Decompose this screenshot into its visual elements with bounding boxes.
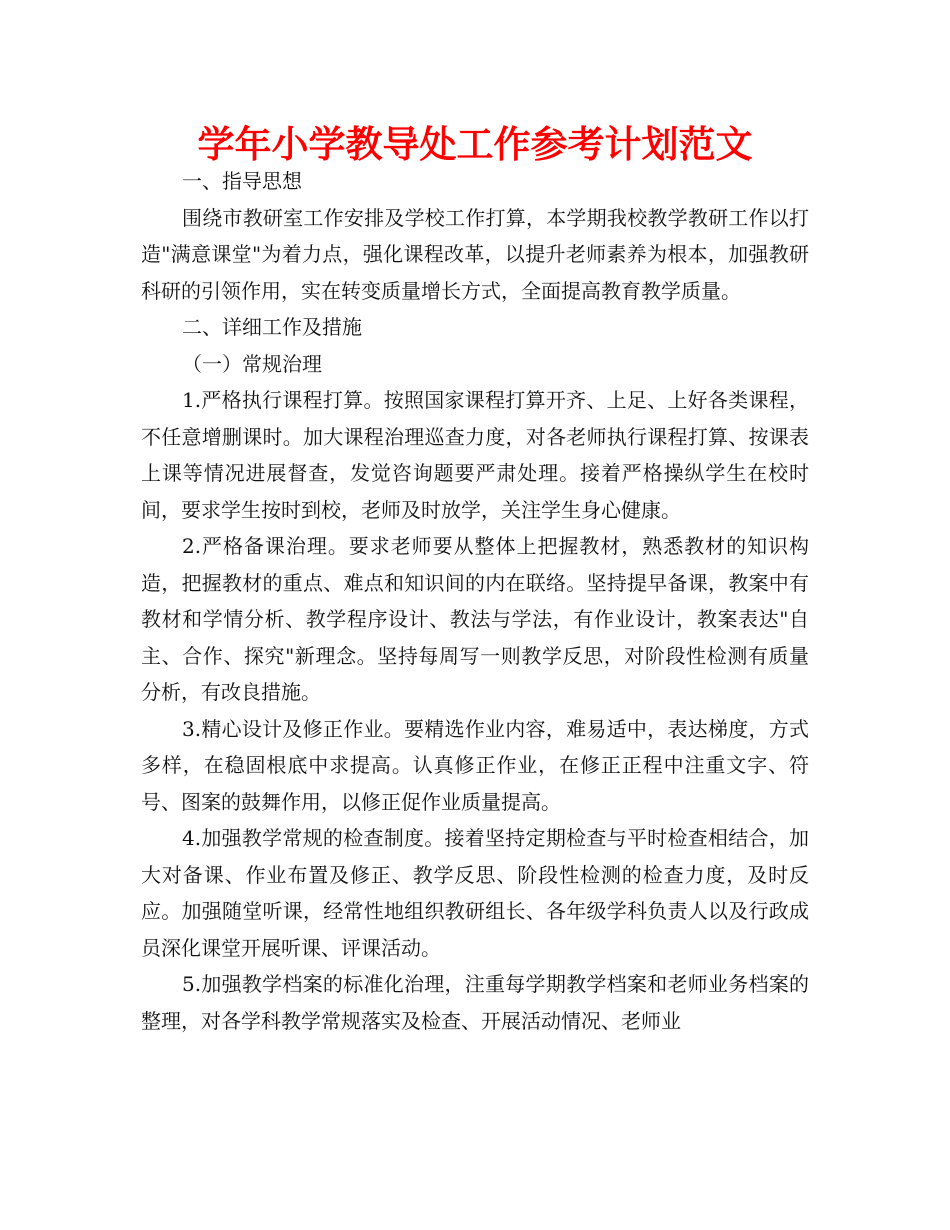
document-title: 学年小学教导处工作参考计划范文 xyxy=(197,123,753,166)
section-heading-guiding-ideology: 一、指导思想 xyxy=(182,169,302,193)
section-heading-work-measures: 二、详细工作及措施 xyxy=(182,315,362,339)
paragraph-guiding-ideology: 围绕市教研室工作安排及学校工作打算，本学期我校教学教研工作以打造"满意课堂"为着力点，强化课程改革，以提升老师素养为根本，加强教研科研的引领作用，实在转变质量增长方式，全面提高教育教学质量。 xyxy=(141,205,809,303)
document-body xyxy=(141,163,809,1039)
paragraph-item-2: 2.严格备课治理。要求老师要从整体上把握教材，熟悉教材的知识构造，把握教材的重点、难点和知识间的内在联络。坚持提早备课，教案中有教材和学情分析、教学程序设计、教法与学法，有作业设计，教案表达"自主、合作、探究"新理念。坚持每周写一则教学反思，对阶段性检测有质量分析，有改良措施。 xyxy=(141,534,809,704)
paragraph-item-1: 1.严格执行课程打算。按照国家课程打算开齐、上足、上好各类课程，不任意增删课时。加大课程治理巡查力度，对各老师执行课程打算、按课表上课等情况进展督查，发觉咨询题要严肃处理。接着严格操纵学生在校时间，要求学生按时到校，老师及时放学，关注学生身心健康。 xyxy=(141,388,809,522)
paragraph-item-4: 4.加强教学常规的检查制度。接着坚持定期检查与平时检查相结合，加大对备课、作业布置及修正、教学反思、阶段性检测的检查力度，及时反应。加强随堂听课，经常性地组织教研组长、各年级学科负责人以及行政成员深化课堂开展听课、评课活动。 xyxy=(141,826,809,960)
paragraph-item-5: 5.加强教学档案的标准化治理，注重每学期教学档案和老师业务档案的整理，对各学科教学常规落实及检查、开展活动情况、老师业 xyxy=(141,972,809,1033)
subsection-heading-routine-management: （一）常规治理 xyxy=(182,351,322,376)
paragraph-item-3: 3.精心设计及修正作业。要精选作业内容，难易适中，表达梯度，方式多样，在稳固根底中求提高。认真修正作业，在修正正程中注重文字、符号、图案的鼓舞作用，以修正促作业质量提高。 xyxy=(141,716,809,814)
